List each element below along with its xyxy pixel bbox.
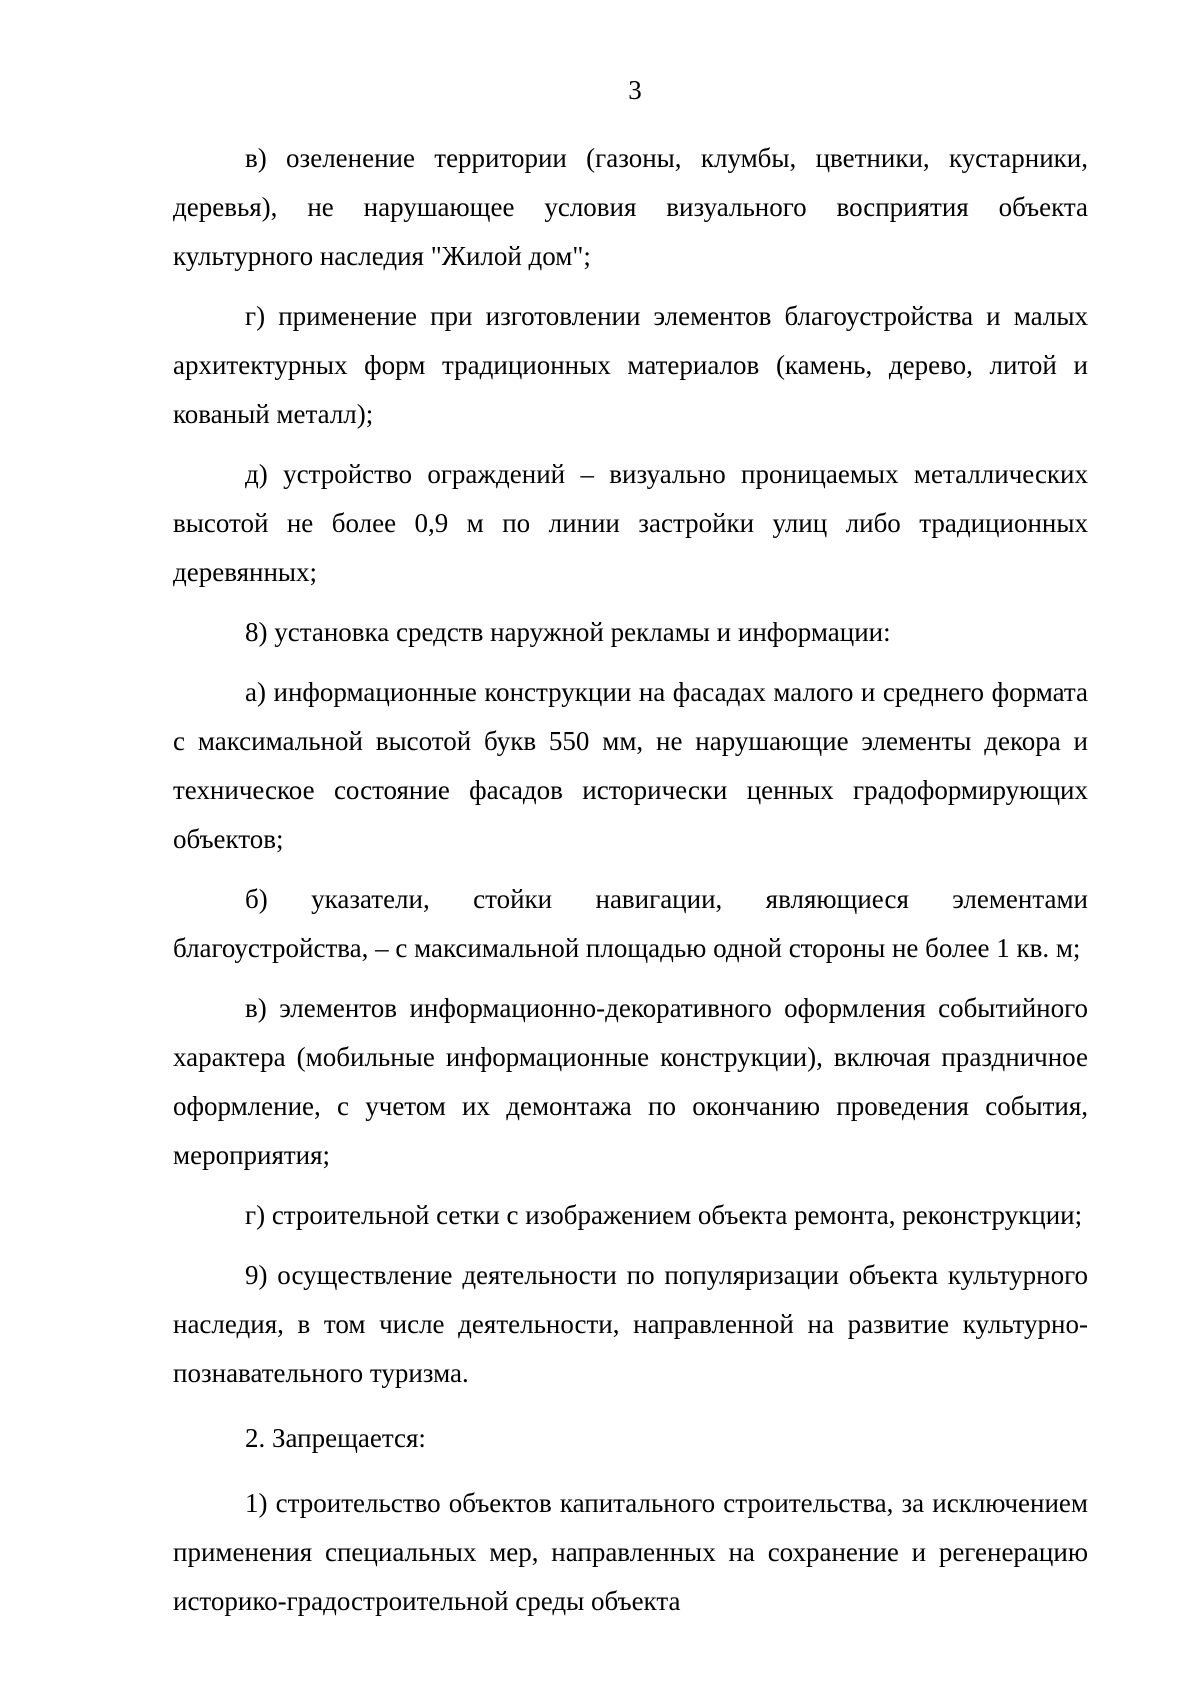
section-2-prohibited-heading: 2. Запрещается: <box>245 1423 426 1453</box>
paragraph-3g-materials: г) применение при изготовлении элементов благоустройства и малых архитектурных форм традиционных материалов (камень, дерево, литой и кованый металл); <box>173 301 1088 429</box>
paragraph-2-1-construction: 1) строительство объектов капитального строительства, за исключением применения специальных мер, направленных на сохранение и регенерацию историко-градостроительной среды объекта <box>173 1488 1088 1616</box>
paragraph-8v-decorative: в) элементов информационно-декоративного оформления событийного характера (мобильные информационные конструкции), включая праздничное оформление, с учетом их демонтажа по окончанию проведения события, мероприятия; <box>173 993 1088 1170</box>
paragraph-9-popularization: 9) осуществление деятельности по популяризации объекта культурного наследия, в том числе деятельности, направленной на развитие культурно-познавательного туризма. <box>173 1260 1088 1388</box>
paragraph-3d-fences: д) устройство ограждений – визуально проницаемых металлических высотой не более 0,9 м по линии застройки улиц либо традиционных деревянных; <box>173 459 1088 587</box>
paragraph-8-advertising: 8) установка средств наружной рекламы и информации: <box>245 617 891 647</box>
page-number: 3 <box>628 75 642 105</box>
paragraph-8b-navigation: б) указатели, стойки навигации, являющиеся элементами благоустройства, – с максимальной площадью одной стороны не более 1 кв. м; <box>173 884 1088 963</box>
paragraph-8g-construction-mesh: г) строительной сетки с изображением объекта ремонта, реконструкции; <box>245 1200 1083 1230</box>
document-body <box>173 134 1088 1626</box>
paragraph-8a-facade-signs: а) информационные конструкции на фасадах малого и среднего формата с максимальной высотой букв 550 мм, не нарушающие элементы декора и техническое состояние фасадов исторически ценных градоформирующих объектов; <box>173 677 1088 854</box>
paragraph-3v-greening: в) озеленение территории (газоны, клумбы, цветники, кустарники, деревья), не нарушающее условия визуального восприятия объекта культурного наследия "Жилой дом"; <box>173 143 1088 271</box>
